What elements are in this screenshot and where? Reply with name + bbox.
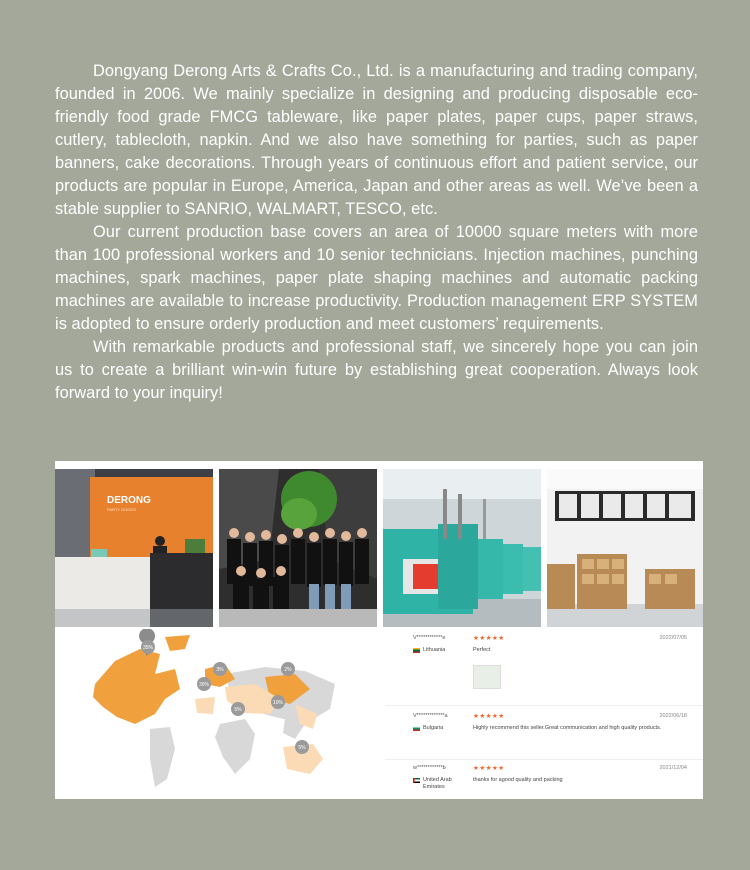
review-item xyxy=(385,707,703,760)
svg-text:5%: 5% xyxy=(234,707,242,713)
map-marker-3 xyxy=(197,677,211,691)
company-intro xyxy=(55,60,698,405)
review-country: Bulgaria xyxy=(423,725,444,731)
svg-text:35%: 35% xyxy=(142,645,154,651)
review-item xyxy=(385,629,703,706)
review-comment: Highly recommend this seller.Great communication and high quality products. xyxy=(473,725,662,731)
intro-paragraph-3: With remarkable products and professional staff, we sincerely hope you can join us to create a brilliant win-win future by establishing great cooperation. Always look forward to your inquiry! xyxy=(55,338,698,402)
review-comment: thanks for agood quality and packing xyxy=(473,777,563,783)
review-date: 2022/06/18 xyxy=(659,713,687,719)
review-comment: Perfect xyxy=(473,647,491,653)
review-date: 2022/07/05 xyxy=(659,635,687,641)
customer-reviews xyxy=(385,629,703,799)
intro-paragraph-2: Our current production base covers an area of 10000 square meters with more than 100 professional workers and 10 senior technicians. Injection machines, punching machines, spark machines, paper plate shaping machines and automatic packing machines are available to increase productivity. Production management ERP SYSTEM is adopted to ensure orderly production and meet customers’ requirements. xyxy=(55,223,698,333)
customer-world-map xyxy=(55,629,377,799)
review-country: United Arab Emirates xyxy=(423,777,452,790)
lithuania-flag-icon xyxy=(413,648,420,653)
review-buyer: V************e xyxy=(413,635,446,641)
reception-photo xyxy=(55,469,213,627)
review-stars: ★★★★★ xyxy=(473,765,505,772)
svg-text:30%: 30% xyxy=(198,682,210,688)
map-marker-6 xyxy=(271,695,285,709)
svg-text:3%: 3% xyxy=(216,667,224,673)
svg-text:2%: 2% xyxy=(284,667,292,673)
review-item xyxy=(385,759,703,799)
intro-paragraph-1: Dongyang Derong Arts & Crafts Co., Ltd. is a manufacturing and trading company, founded in 2006. We mainly specialize in designing and producing disposable eco-friendly food grade FMCG tableware, like paper plates, paper cups, paper straws, cutlery, tablecloth, napkin. And we also have something for parties, such as paper banners, cake decorations. Through years of continuous effort and patient service, our products are popular in Europe, America, Japan and other areas as well. We’ve been a stable supplier to SANRIO, WALMART, TESCO, etc. xyxy=(55,62,698,218)
review-stars: ★★★★★ xyxy=(473,635,505,642)
map-marker-7 xyxy=(295,740,309,754)
team-photo xyxy=(219,469,377,627)
review-stars: ★★★★★ xyxy=(473,713,505,720)
reception-logo-subtext: PARTY GOODS xyxy=(107,507,136,512)
review-photo-thumbnail[interactable] xyxy=(473,665,501,689)
review-country: Lithuania xyxy=(423,647,446,653)
review-date: 2021/12/04 xyxy=(659,765,687,771)
uae-flag-icon xyxy=(413,778,420,783)
map-marker-5 xyxy=(231,702,245,716)
warehouse-photo xyxy=(547,469,703,627)
map-marker-4 xyxy=(281,662,295,676)
svg-text:5%: 5% xyxy=(298,745,306,751)
reception-logo-text: DERONG xyxy=(107,495,151,506)
machines-photo xyxy=(383,469,541,627)
bulgaria-flag-icon xyxy=(413,726,420,731)
map-marker-1 xyxy=(141,640,155,654)
svg-text:10%: 10% xyxy=(272,700,284,706)
company-collage xyxy=(55,461,703,799)
map-marker-2 xyxy=(213,662,227,676)
review-buyer: w************b xyxy=(413,765,446,771)
review-buyer: V*************a xyxy=(413,713,448,719)
